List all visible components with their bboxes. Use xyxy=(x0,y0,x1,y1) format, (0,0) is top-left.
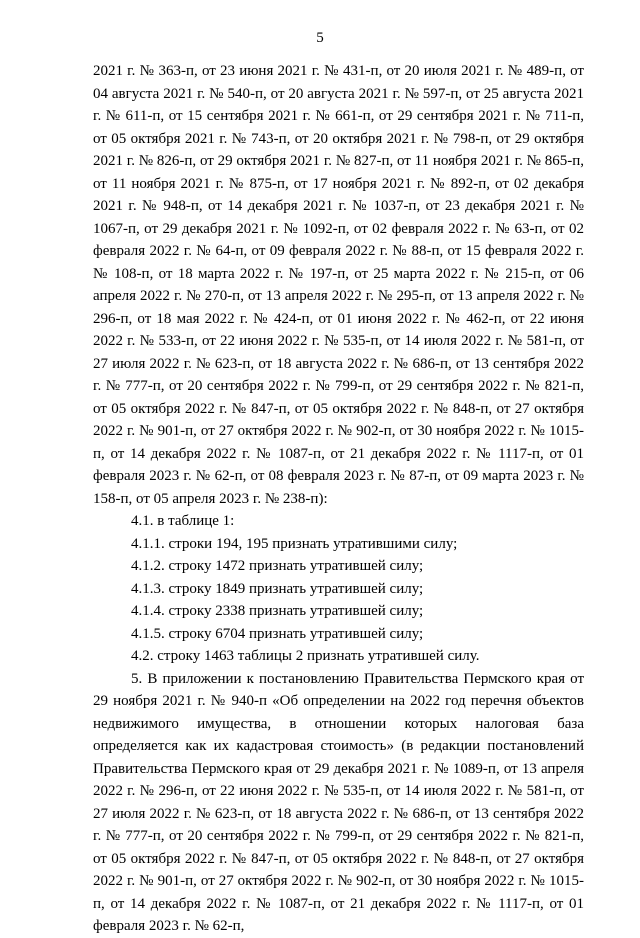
paragraph-4-1: 4.1. в таблице 1: xyxy=(131,513,235,529)
paragraph-4-1-4: 4.1.4. строку 2338 признать утратившей силу; xyxy=(131,603,424,619)
page-number: 5 xyxy=(316,30,324,46)
document-body xyxy=(93,60,584,938)
paragraph-4-1-1: 4.1.1. строки 194, 195 признать утратившими силу; xyxy=(131,535,458,552)
paragraph-4-1-2: 4.1.2. строку 1472 признать утратившей силу; xyxy=(131,558,424,574)
paragraph-4-1-3: 4.1.3. строку 1849 признать утратившей силу; xyxy=(131,580,424,597)
paragraph-4-1-5: 4.1.5. строку 6704 признать утратившей силу; xyxy=(131,625,424,642)
paragraph-amendment-list: 2021 г. № 363-п, от 23 июня 2021 г. № 431-п, от 20 июля 2021 г. № 489-п, от 04 августа 2021 г. № 540-п, от 20 августа 2021 г. № 597-п, от 25 августа 2021 г. № 611-п, от 15 сентября 2021 г. № 661-п, от 29 сентября 2021 г. № 711-п, от 05 октября 2021 г. № 743-п, от 20 октября 2021 г. № 798-п, от 29 октября 2021 г. № 826-п, от 29 октября 2021 г. № 827-п, от 11 ноября 2021 г. № 865-п, от 11 ноября 2021 г. № 875-п, от 17 ноября 2021 г. № 892-п, от 02 декабря 2021 г. № 948-п, от 14 декабря 2021 г. № 1037-п, от 23 декабря 2021 г. № 1067-п, от 29 декабря 2021 г. № 1092-п, от 02 февраля 2022 г. № 63-п, от 02 февраля 2022 г. № 64-п, от 09 февраля 2022 г. № 88-п, от 15 февраля 2022 г. № 108-п, от 18 марта 2022 г. № 197-п, от 25 марта 2022 г. № 215-п, от 06 апреля 2022 г. № 270-п, от 13 апреля 2022 г. № 295-п, от 13 апреля 2022 г. № 296-п, от 18 мая 2022 г. № 424-п, от 01 июня 2022 г. № 462-п, от 22 июня 2022 г. № 533-п, от 22 июня 2022 г. № 535-п, от 14 июля 2022 г. № 581-п, от 27 июля 2022 г. № 623-п, от 18 августа 2022 г. № 686-п, от 13 сентября 2022 г. № 777-п, от 20 сентября 2022 г. № 799-п, от 29 сентября 2022 г. № 821-п, от 05 октября 2022 г. № 847-п, от 05 октября 2022 г. № 848-п, от 27 октября 2022 г. № 901-п, от 27 октября 2022 г. № 902-п, от 30 ноября 2022 г. № 1015-п, от 14 декабря 2022 г. № 1087-п, от 21 декабря 2022 г. № 1117-п, от 01 февраля 2023 г. № 62-п, от 08 февраля 2023 г. № 87-п, от 09 марта 2023 г. № 158-п, от 05 апреля 2023 г. № 238-п): xyxy=(93,63,584,507)
paragraph-5: 5. В приложении к постановлению Правительства Пермского края от 29 ноября 2021 г. № 940-п «Об определении на 2022 год перечня объектов недвижимого имущества, в отношении которых налоговая база определяется как их кадастровая стоимость» (в редакции постановлений Правительства Пермского края от 29 декабря 2021 г. № 1089-п, от 13 апреля 2022 г. № 296-п, от 22 июня 2022 г. № 535-п, от 14 июля 2022 г. № 581-п, от 27 июля 2022 г. № 623-п, от 18 августа 2022 г. № 686-п, от 13 сентября 2022 г. № 777-п, от 20 сентября 2022 г. № 799-п, от 29 сентября 2022 г. № 821-п, от 05 октября 2022 г. № 847-п, от 05 октября 2022 г. № 848-п, от 27 октября 2022 г. № 901-п, от 27 октября 2022 г. № 902-п, от 30 ноября 2022 г. № 1015-п, от 14 декабря 2022 г. № 1087-п, от 21 декабря 2022 г. № 1117-п, от 01 февраля 2023 г. № 62-п, xyxy=(93,670,584,934)
paragraph-4-2: 4.2. строку 1463 таблицы 2 признать утратившей силу. xyxy=(131,648,480,664)
